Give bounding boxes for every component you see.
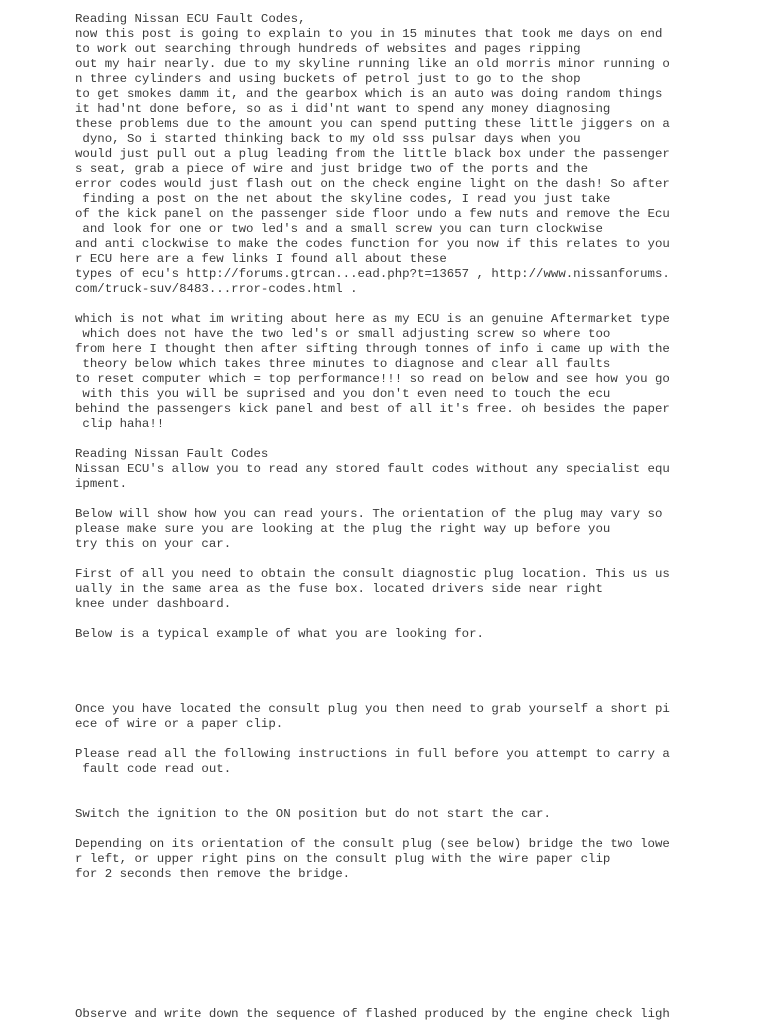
bridge-pins-paragraph — [75, 837, 755, 882]
ignition-paragraph — [75, 807, 755, 822]
text-line: and anti clockwise to make the codes function for you now if this relates to you — [75, 237, 670, 251]
text-line: ually in the same area as the fuse box. located drivers side near right — [75, 582, 603, 596]
text-line: these problems due to the amount you can spend putting these little jiggers on a — [75, 117, 670, 131]
section-heading: Reading Nissan Fault Codes — [75, 447, 269, 461]
text-line: of the kick panel on the passenger side floor undo a few nuts and remove the Ecu — [75, 207, 670, 221]
text-line: to work out searching through hundreds of websites and pages ripping — [75, 42, 581, 56]
read-instructions-paragraph — [75, 747, 755, 777]
text-line: to get smokes damm it, and the gearbox which is an auto was doing random things — [75, 87, 663, 101]
text-line: with this you will be suprised and you don't even need to touch the ecu — [75, 387, 611, 401]
text-line: try this on your car. — [75, 537, 232, 551]
text-line: Below will show how you can read yours. The orientation of the plug may vary so — [75, 507, 663, 521]
observe-sequence-line: Observe and write down the sequence of flashed produced by the engine check ligh — [75, 1007, 670, 1021]
text-line: ipment. — [75, 477, 128, 491]
text-line: out my hair nearly. due to my skyline running like an old morris minor running o — [75, 57, 670, 71]
text-line-with-links: com/truck-suv/8483...rror-codes.html . — [75, 282, 358, 296]
text-line: behind the passengers kick panel and best of all it's free. oh besides the paper — [75, 402, 670, 416]
text-line: and look for one or two led's and a small screw you can turn clockwise — [75, 222, 603, 236]
text-line: which does not have the two led's or small adjusting screw so where too — [75, 327, 611, 341]
text-line: please make sure you are looking at the plug the right way up before you — [75, 522, 611, 536]
text-line: fault code read out. — [75, 762, 232, 776]
text-line: it had'nt done before, so as i did'nt want to spend any money diagnosing — [75, 102, 611, 116]
section-heading-paragraph — [75, 447, 755, 492]
text-line: Reading Nissan ECU Fault Codes, — [75, 12, 306, 26]
text-line: n three cylinders and using buckets of petrol just to go to the shop — [75, 72, 581, 86]
text-line: to reset computer which = top performance!!! so read on below and see how you go — [75, 372, 670, 386]
text-line: First of all you need to obtain the consult diagnostic plug location. This us us — [75, 567, 670, 581]
text-line: would just pull out a plug leading from the little black box under the passenger — [75, 147, 670, 161]
text-line: clip haha!! — [75, 417, 165, 431]
plug-location-paragraph — [75, 567, 755, 612]
text-line: which is not what im writing about here as my ECU is an genuine Aftermarket type — [75, 312, 670, 326]
text-line: finding a post on the net about the skyline codes, I read you just take — [75, 192, 611, 206]
text-line: s seat, grab a piece of wire and just bridge two of the ports and the — [75, 162, 589, 176]
text-line: Nissan ECU's allow you to read any stored fault codes without any specialist equ — [75, 462, 670, 476]
text-line: Depending on its orientation of the consult plug (see below) bridge the two lowe — [75, 837, 670, 851]
example-paragraph — [75, 627, 755, 642]
paper-clip-paragraph — [75, 702, 755, 732]
text-line: r ECU here are a few links I found all about these — [75, 252, 447, 266]
text-line-with-links: types of ecu's http://forums.gtrcan...ead.php?t=13657 , http://www.nissanforums. — [75, 267, 670, 281]
text-line: error codes would just flash out on the check engine light on the dash! So after — [75, 177, 670, 191]
text-line: for 2 seconds then remove the bridge. — [75, 867, 351, 881]
text-line: ece of wire or a paper clip. — [75, 717, 284, 731]
text-line: dyno, So i started thinking back to my old sss pulsar days when you — [75, 132, 581, 146]
spacer — [75, 792, 755, 807]
text-line: Please read all the following instructions in full before you attempt to carry a — [75, 747, 670, 761]
text-line: Below is a typical example of what you are looking for. — [75, 627, 484, 641]
orientation-paragraph — [75, 507, 755, 552]
intro-paragraph — [75, 12, 755, 297]
text-line: now this post is going to explain to you in 15 minutes that took me days on end — [75, 27, 663, 41]
ecu-type-paragraph — [75, 312, 755, 432]
text-line: knee under dashboard. — [75, 597, 232, 611]
text-line: theory below which takes three minutes to diagnose and clear all faults — [75, 357, 611, 371]
text-line: Switch the ignition to the ON position but do not start the car. — [75, 807, 551, 821]
text-line: r left, or upper right pins on the consult plug with the wire paper clip — [75, 852, 611, 866]
missing-image-placeholder — [75, 657, 755, 702]
text-line: Once you have located the consult plug you then need to grab yourself a short pi — [75, 702, 670, 716]
document-page — [75, 12, 755, 897]
text-line: from here I thought then after sifting through tonnes of info i came up with the — [75, 342, 670, 356]
